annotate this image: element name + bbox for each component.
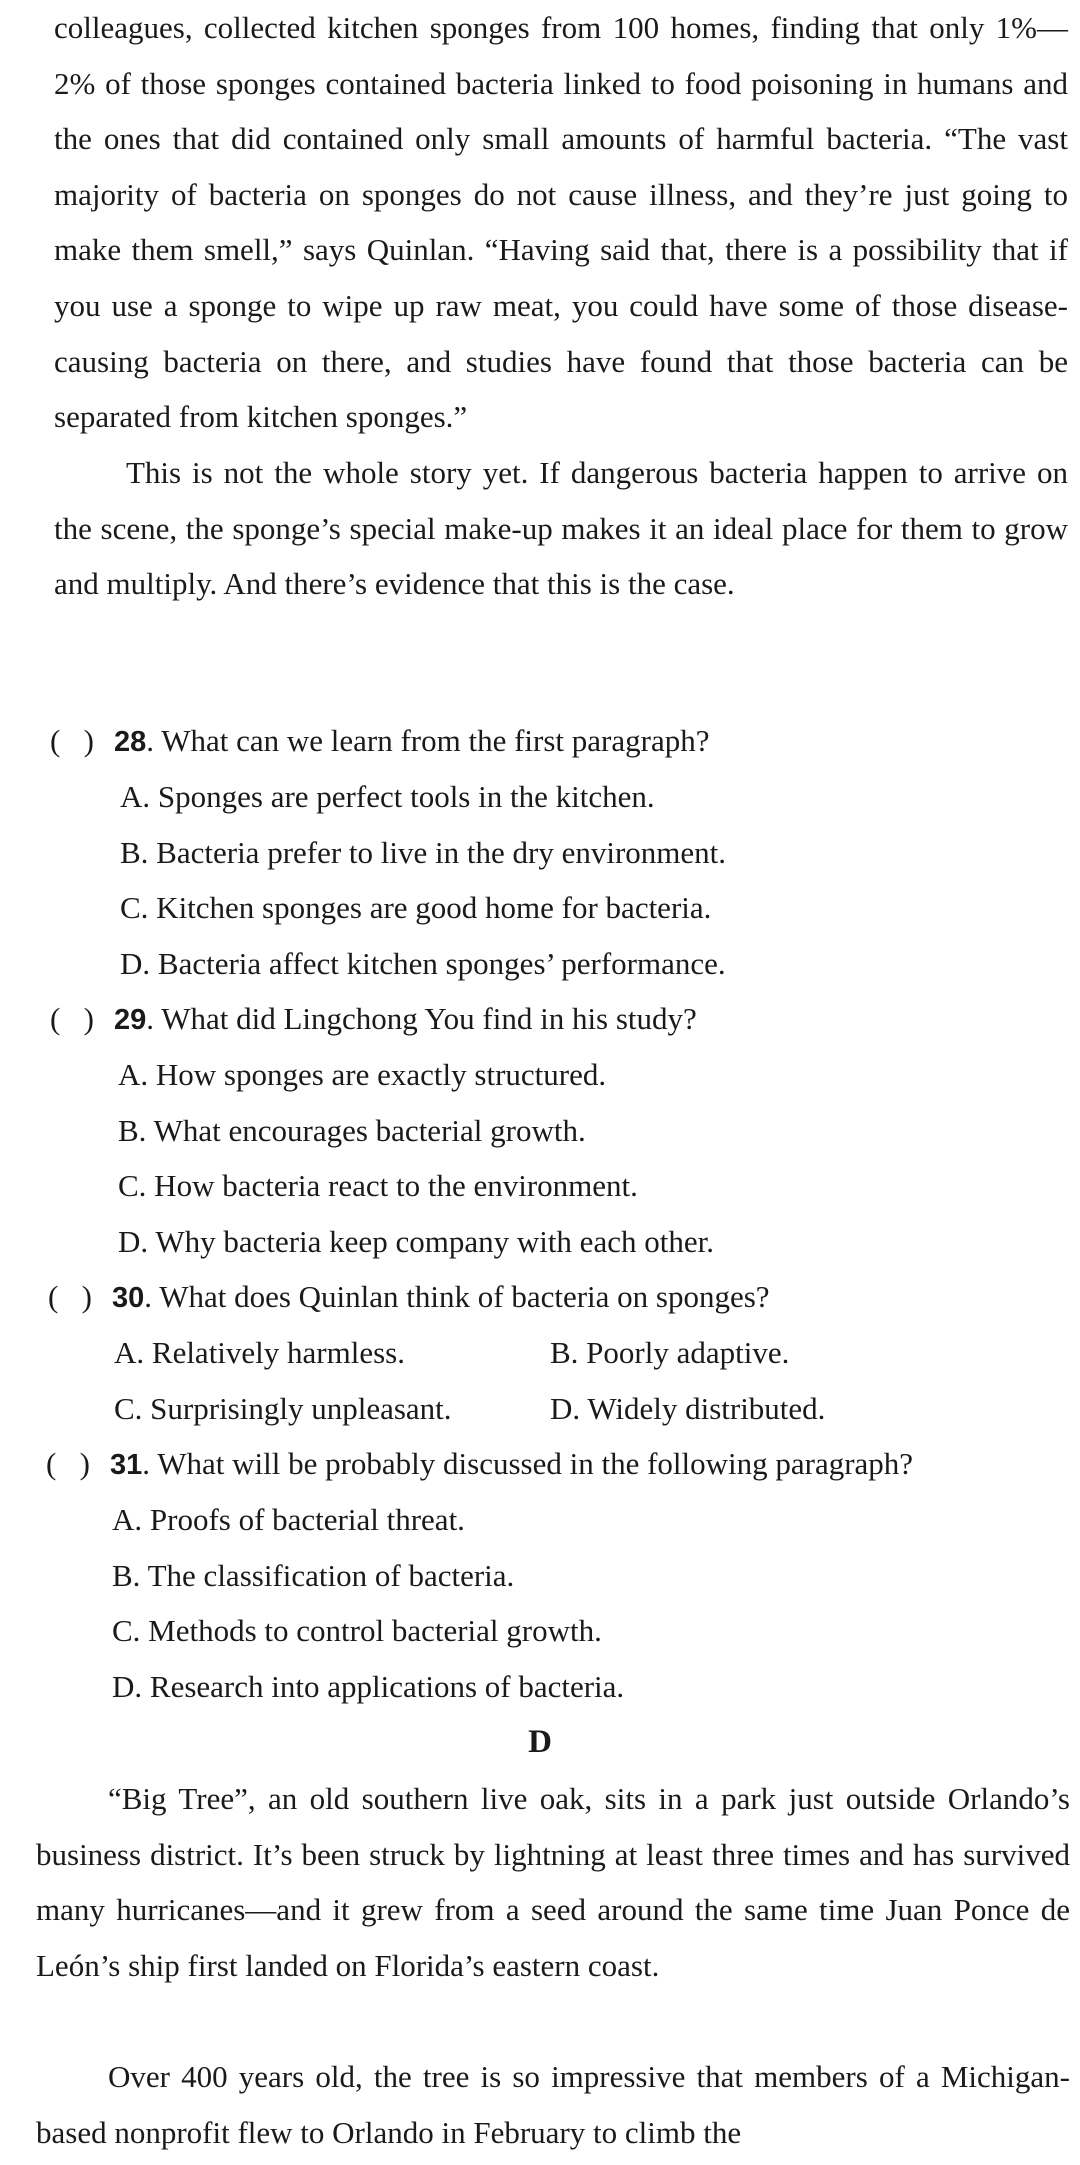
option-28-c: C. Kitchen sponges are good home for bacteria.: [120, 890, 712, 925]
question-31: [46, 1436, 913, 1494]
option-28-a: A. Sponges are perfect tools in the kitchen.: [120, 779, 655, 814]
option-28-b: B. Bacteria prefer to live in the dry environment.: [120, 835, 727, 870]
question-stem: . What can we learn from the first paragraph?: [146, 723, 710, 758]
option-30-d: D. Widely distributed.: [550, 1391, 826, 1426]
option-31-a: A. Proofs of bacterial threat.: [112, 1502, 465, 1537]
passage-d-paragraph-1: “Big Tree”, an old southern live oak, sits in a park just outside Orlando’s business district. It’s been struck by lightning at least three times and has survived many hurricanes—and it grew from a seed around the same time Juan Ponce de León’s ship first landed on Florida’s eastern coast.: [36, 1781, 1070, 1983]
question-number: 30: [112, 1282, 145, 1314]
answer-bracket[interactable]: ( ): [50, 723, 94, 758]
question-number: 31: [110, 1449, 143, 1481]
question-28: [50, 713, 709, 771]
option-30-c: C. Surprisingly unpleasant.: [114, 1391, 452, 1426]
passage-c-paragraph-last: This is not the whole story yet. If dangerous bacteria happen to arrive on the scene, the sponge’s special make-up makes it an ideal place for them to grow and multiply. And there’s evidence that this is the case.: [54, 455, 1068, 602]
option-28-d: D. Bacteria affect kitchen sponges’ performance.: [120, 946, 726, 981]
question-29: [50, 991, 697, 1049]
answer-bracket[interactable]: ( ): [48, 1279, 92, 1314]
option-30-b: B. Poorly adaptive.: [550, 1335, 790, 1370]
passage-c-paragraph-continued: colleagues, collected kitchen sponges from 100 homes, finding that only 1%—2% of those sponges contained bacteria linked to food poisoning in humans and the ones that did contained only small amounts of harmful bacteria. “The vast majority of bacteria on sponges do not cause illness, and they’re just going to make them smell,” says Quinlan. “Having said that, there is a possibility that if you use a sponge to wipe up raw meat, you could have some of those disease-causing bacteria on there, and studies have found that those bacteria can be separated from kitchen sponges.”: [54, 10, 1068, 435]
option-29-a: A. How sponges are exactly structured.: [118, 1057, 607, 1092]
passage-d-paragraph-2: Over 400 years old, the tree is so impressive that members of a Michigan-based nonprofit flew to Orlando in February to climb the: [36, 2059, 1070, 2150]
question-stem: . What does Quinlan think of bacteria on sponges?: [144, 1279, 770, 1314]
question-number: 28: [114, 726, 147, 758]
question-stem: . What did Lingchong You find in his study?: [146, 1001, 697, 1036]
options-30-row-1: [114, 1325, 1014, 1381]
question-number: 29: [114, 1004, 147, 1036]
option-29-d: D. Why bacteria keep company with each other.: [118, 1224, 714, 1259]
option-30-a: A. Relatively harmless.: [114, 1335, 405, 1370]
question-stem: . What will be probably discussed in the following paragraph?: [142, 1446, 914, 1481]
option-29-b: B. What encourages bacterial growth.: [118, 1113, 586, 1148]
answer-bracket[interactable]: ( ): [46, 1446, 90, 1481]
section-heading-d: D: [528, 1724, 552, 1760]
option-31-c: C. Methods to control bacterial growth.: [112, 1613, 602, 1648]
option-29-c: C. How bacteria react to the environment.: [118, 1168, 638, 1203]
option-31-b: B. The classification of bacteria.: [112, 1558, 515, 1593]
options-30-row-2: [114, 1381, 1014, 1437]
option-31-d: D. Research into applications of bacteria.: [112, 1669, 625, 1704]
question-30: [48, 1269, 770, 1327]
answer-bracket[interactable]: ( ): [50, 1001, 94, 1036]
